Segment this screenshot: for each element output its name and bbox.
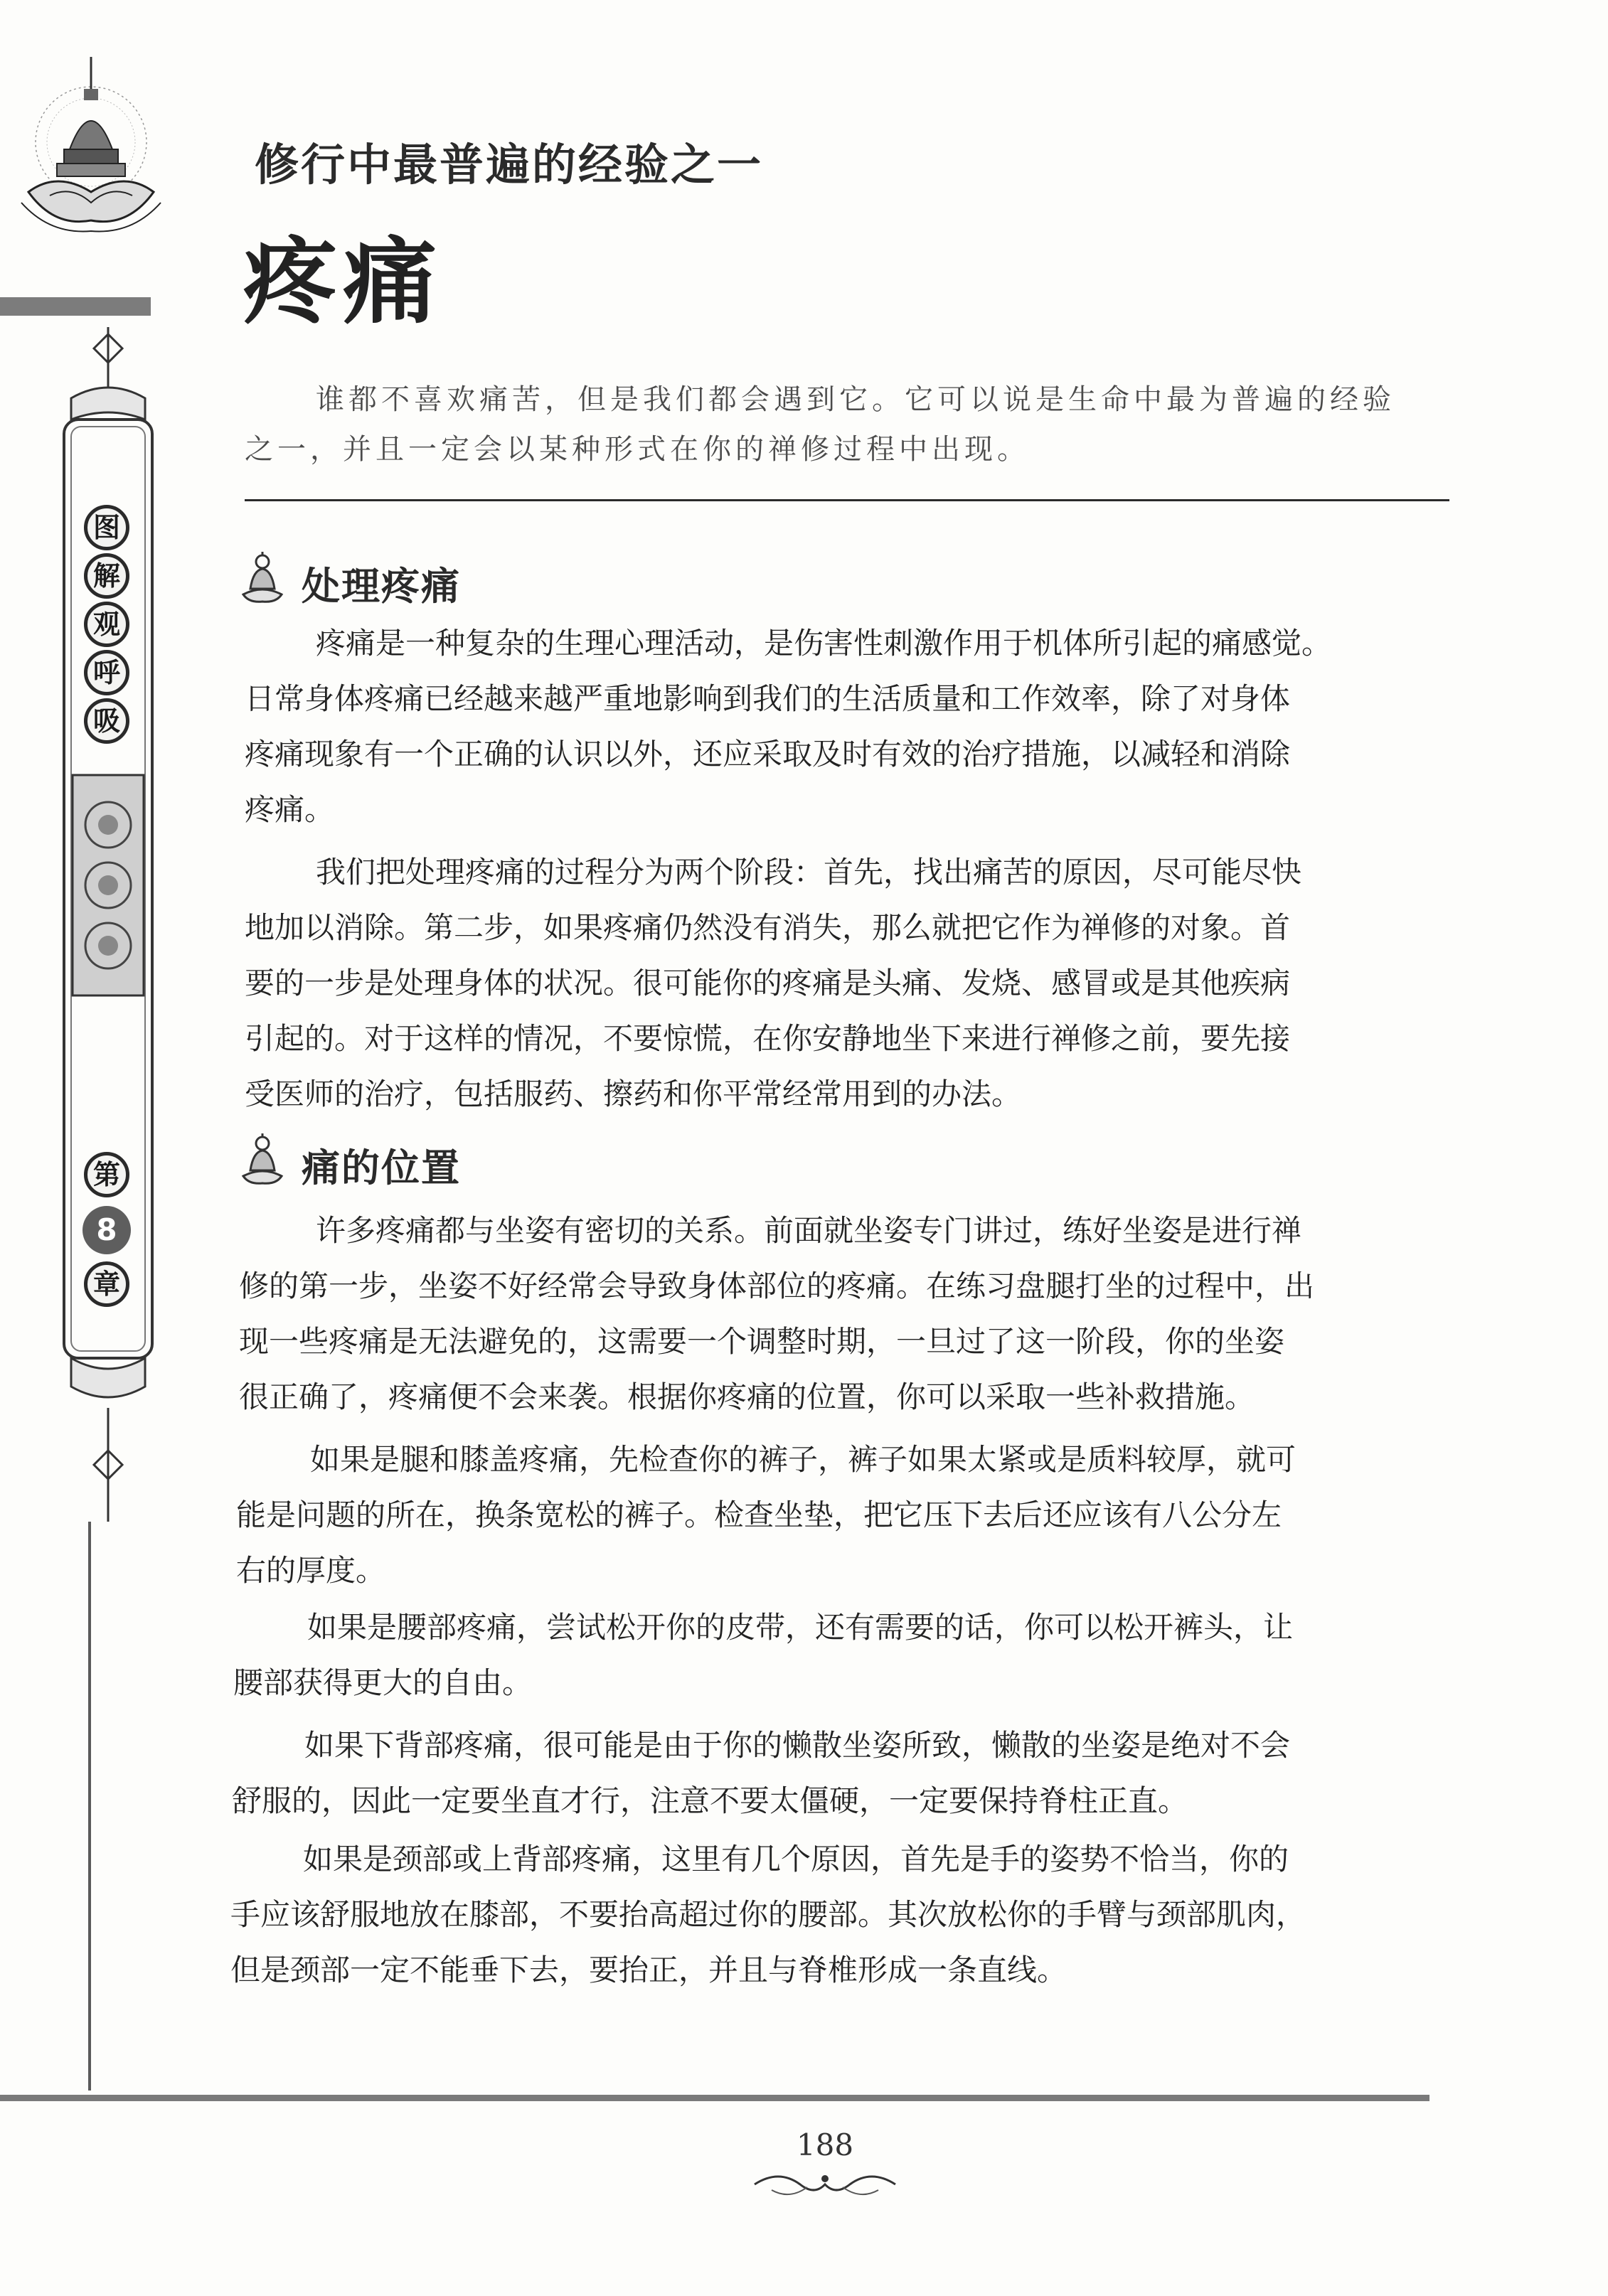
chapter-char: 章 <box>84 1261 129 1307</box>
paragraph-line: 如果下背部疼痛，很可能是由于你的懒散坐姿所致，懒散的坐姿是绝对不会 <box>304 1728 1291 1763</box>
paragraph-line: 许多疼痛都与坐姿有密切的关系。前面就坐姿专门讲过，练好坐姿是进行禅 <box>316 1213 1302 1248</box>
paragraph-line: 修的第一步，坐姿不好经常会导致身体部位的疼痛。在练习盘腿打坐的过程中，出 <box>239 1269 1315 1303</box>
paragraph-line: 如果是颈部或上背部疼痛，这里有几个原因，首先是手的姿势不恰当，你的 <box>303 1842 1289 1876</box>
book-title-char: 呼 <box>84 650 129 695</box>
margin-rule <box>88 1522 91 2091</box>
page-subtitle: 修行中最普遍的经验之一 <box>255 139 764 191</box>
paragraph-line: 地加以消除。第二步，如果疼痛仍然没有消失，那么就把它作为禅修的对象。首 <box>245 910 1291 945</box>
book-title-char: 图 <box>84 505 129 550</box>
paragraph-line: 手应该舒服地放在膝部，不要抬高超过你的腰部。其次放松你的手臂与颈部肌肉， <box>230 1897 1306 1932</box>
book-title-char: 观 <box>84 602 129 647</box>
buddha-icon <box>240 1133 284 1187</box>
intro-divider <box>245 499 1449 501</box>
page-number: 188 <box>796 2127 854 2162</box>
section-heading-label: 痛的位置 <box>302 1145 461 1190</box>
page-title: 疼痛 <box>243 227 442 337</box>
paragraph-line: 疼痛是一种复杂的生理心理活动，是伤害性刺激作用于机体所引起的痛感觉。 <box>316 626 1332 661</box>
intro-line: 谁都不喜欢痛苦，但是我们都会遇到它。它可以说是生命中最为普遍的经验 <box>316 383 1395 416</box>
footer-ornament-icon <box>750 2169 900 2200</box>
book-title-char: 解 <box>84 553 129 599</box>
intro-line: 之一，并且一定会以某种形式在你的禅修过程中出现。 <box>245 433 1030 466</box>
paragraph-line: 要的一步是处理身体的状况。很可能你的疼痛是头痛、发烧、感冒或是其他疾病 <box>245 966 1291 1000</box>
paragraph-line: 能是问题的所在，换条宽松的裤子。检查坐垫，把它压下去后还应该有八公分左 <box>236 1497 1282 1532</box>
paragraph-line: 舒服的，因此一定要坐直才行，注意不要太僵硬，一定要保持脊柱正直。 <box>232 1783 1188 1818</box>
buddha-icon <box>240 552 284 606</box>
paragraph-line: 疼痛。 <box>245 792 335 827</box>
book-title-char: 吸 <box>84 698 129 744</box>
paragraph-line: 腰部获得更大的自由。 <box>233 1665 533 1700</box>
paragraph-line: 如果是腰部疼痛，尝试松开你的皮带，还有需要的话，你可以松开裤头，让 <box>307 1610 1294 1645</box>
section-heading-label: 处理疼痛 <box>302 563 461 609</box>
header-grey-bar <box>0 297 151 316</box>
paragraph-line: 我们把处理疼痛的过程分为两个阶段：首先，找出痛苦的原因，尽可能尽快 <box>316 855 1302 890</box>
paragraph-line: 但是颈部一定不能垂下去，要抬正，并且与脊椎形成一条直线。 <box>230 1953 1067 1987</box>
chapter-number: 8 <box>82 1206 131 1254</box>
paragraph-line: 右的厚度。 <box>236 1553 386 1588</box>
paragraph-line: 受医师的治疗，包括服药、擦药和你平常经常用到的办法。 <box>245 1077 1022 1111</box>
stupa-lotus-icon <box>7 50 171 263</box>
paragraph-line: 如果是腿和膝盖疼痛，先检查你的裤子，裤子如果太紧或是质料较厚，就可 <box>310 1442 1296 1477</box>
paragraph-line: 现一些疼痛是无法避免的，这需要一个调整时期，一旦过了这一阶段，你的坐姿 <box>239 1324 1285 1359</box>
chapter-char: 第 <box>84 1152 129 1197</box>
paragraph-line: 疼痛现象有一个正确的认识以外，还应采取及时有效的治疗措施，以减轻和消除 <box>245 737 1291 771</box>
paragraph-line: 日常身体疼痛已经越来越严重地影响到我们的生活质量和工作效率，除了对身体 <box>245 681 1291 716</box>
footer-rule <box>0 2095 1429 2101</box>
paragraph-line: 很正确了，疼痛便不会来袭。根据你疼痛的位置，你可以采取一些补救措施。 <box>239 1379 1255 1414</box>
paragraph-line: 引起的。对于这样的情况，不要惊慌，在你安静地坐下来进行禅修之前，要先接 <box>245 1021 1291 1056</box>
